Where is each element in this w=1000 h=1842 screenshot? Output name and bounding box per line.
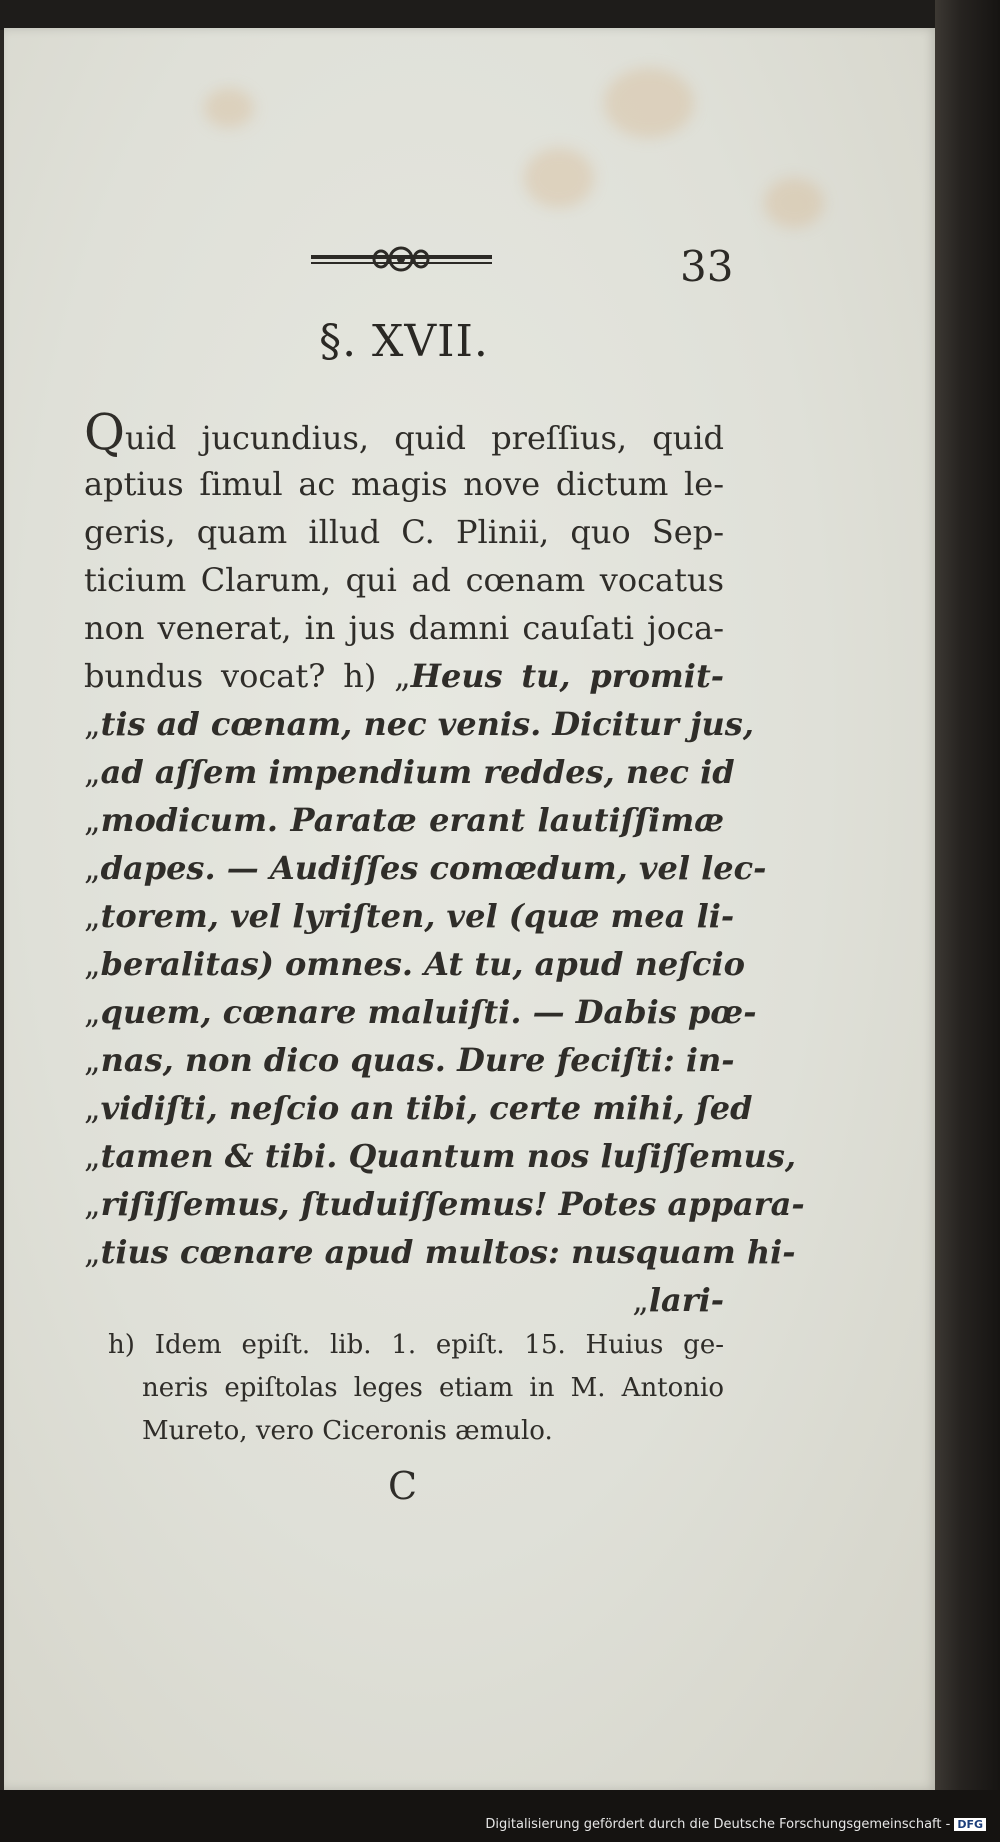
credit-text: Digitalisierung gefördert durch die Deutsche Forschungsgemeinschaft - (485, 1817, 951, 1832)
quoted-text: torem, vel lyriſten, vel (quæ mea li- (100, 897, 735, 935)
dfg-logo-icon: DFG (954, 1818, 986, 1831)
text-segment: geris, quam illud C. Plinii, quo Sep- (84, 513, 724, 551)
text-segment: ticium Clarum, qui ad cœnam vocatus (84, 561, 724, 599)
text-segment: „ (84, 945, 101, 983)
text-line (84, 460, 724, 508)
text-segment: „ (84, 1137, 101, 1175)
quoted-text: tius cœnare apud multos: nusquam hi- (100, 1233, 796, 1271)
quoted-text: riſiſſemus, ſtuduiſſemus! Potes appara- (100, 1185, 805, 1223)
text-line (84, 892, 735, 940)
footnote-line: h) Idem epiſt. lib. 1. epiſt. 15. Huius ge- (108, 1330, 724, 1360)
paper-stain (604, 68, 694, 138)
scan-border-bottom (0, 1790, 1000, 1842)
text-segment: „ (84, 1089, 101, 1127)
digitization-credit (485, 1817, 986, 1832)
quoted-text: Heus tu, promit- (410, 657, 725, 695)
quoted-text: nas, non dico quas. Dure feciſti: in- (100, 1041, 735, 1079)
text-segment: „ (84, 897, 101, 935)
text-line (84, 1084, 753, 1132)
text-line (84, 940, 745, 988)
paper-stain (524, 148, 594, 208)
body-text (84, 403, 805, 1324)
text-segment: non venerat, in jus damni cauſati joca- (84, 609, 724, 647)
text-segment: „ (84, 753, 101, 791)
section-heading: §. XVII. (319, 316, 489, 367)
text-line (84, 1228, 796, 1276)
text-line (84, 748, 735, 796)
text-segment: „ (84, 1185, 101, 1223)
page-number: 33 (680, 242, 734, 291)
quoted-text: modicum. Paratæ erant lautiſſimæ (100, 801, 724, 839)
text-segment: „ (632, 1281, 649, 1319)
text-line (84, 403, 724, 461)
text-segment: uid jucundius, quid preſſius, quid (125, 419, 724, 457)
scan-border-right (935, 0, 1000, 1842)
quoted-text: quem, cœnare maluiſti. — Dabis pœ- (100, 993, 757, 1031)
text-line (84, 556, 724, 604)
text-line (84, 652, 724, 700)
book-page (4, 28, 936, 1790)
text-line (84, 1276, 724, 1324)
text-line (84, 604, 724, 652)
text-segment: „ (84, 801, 101, 839)
quoted-text: tamen & tibi. Quantum nos luſiſſemus, (100, 1137, 796, 1175)
quoted-text: vidiſti, neſcio an tibi, certe mihi, ſed (100, 1089, 753, 1127)
text-line (84, 796, 724, 844)
footnote-line: Mureto, vero Ciceronis æmulo. (142, 1416, 553, 1446)
text-segment: bundus vocat? h) „ (84, 657, 411, 695)
printer-ornament-rule-icon (309, 240, 494, 280)
footnote-line: neris epiſtolas leges etiam in M. Antonio (142, 1373, 724, 1403)
text-line (84, 508, 724, 556)
text-segment: „ (84, 1233, 101, 1271)
text-line (84, 844, 767, 892)
text-line (84, 700, 754, 748)
quoted-text: tis ad cœnam, nec venis. Dicitur jus, (100, 705, 754, 743)
quoted-text: beralitas) omnes. At tu, apud neſcio (100, 945, 745, 983)
text-segment: „ (84, 705, 101, 743)
text-line (84, 1180, 805, 1228)
paper-stain (204, 88, 254, 128)
quoted-text: lari- (648, 1281, 724, 1319)
quoted-text: dapes. — Audiſſes comœdum, vel lec- (100, 849, 767, 887)
drop-cap: Q (84, 403, 125, 461)
scan-border-top (0, 0, 1000, 30)
paper-stain (764, 178, 824, 228)
text-line (84, 1132, 796, 1180)
text-segment: aptius ſimul ac magis nove dictum le- (84, 465, 724, 503)
quoted-text: ad aſſem impendium reddes, nec id (100, 753, 735, 791)
text-segment: „ (84, 849, 101, 887)
text-segment: „ (84, 1041, 101, 1079)
text-line (84, 988, 757, 1036)
signature-mark: C (388, 1464, 418, 1508)
text-line (84, 1036, 735, 1084)
footnote (108, 1324, 724, 1453)
text-segment: „ (84, 993, 101, 1031)
